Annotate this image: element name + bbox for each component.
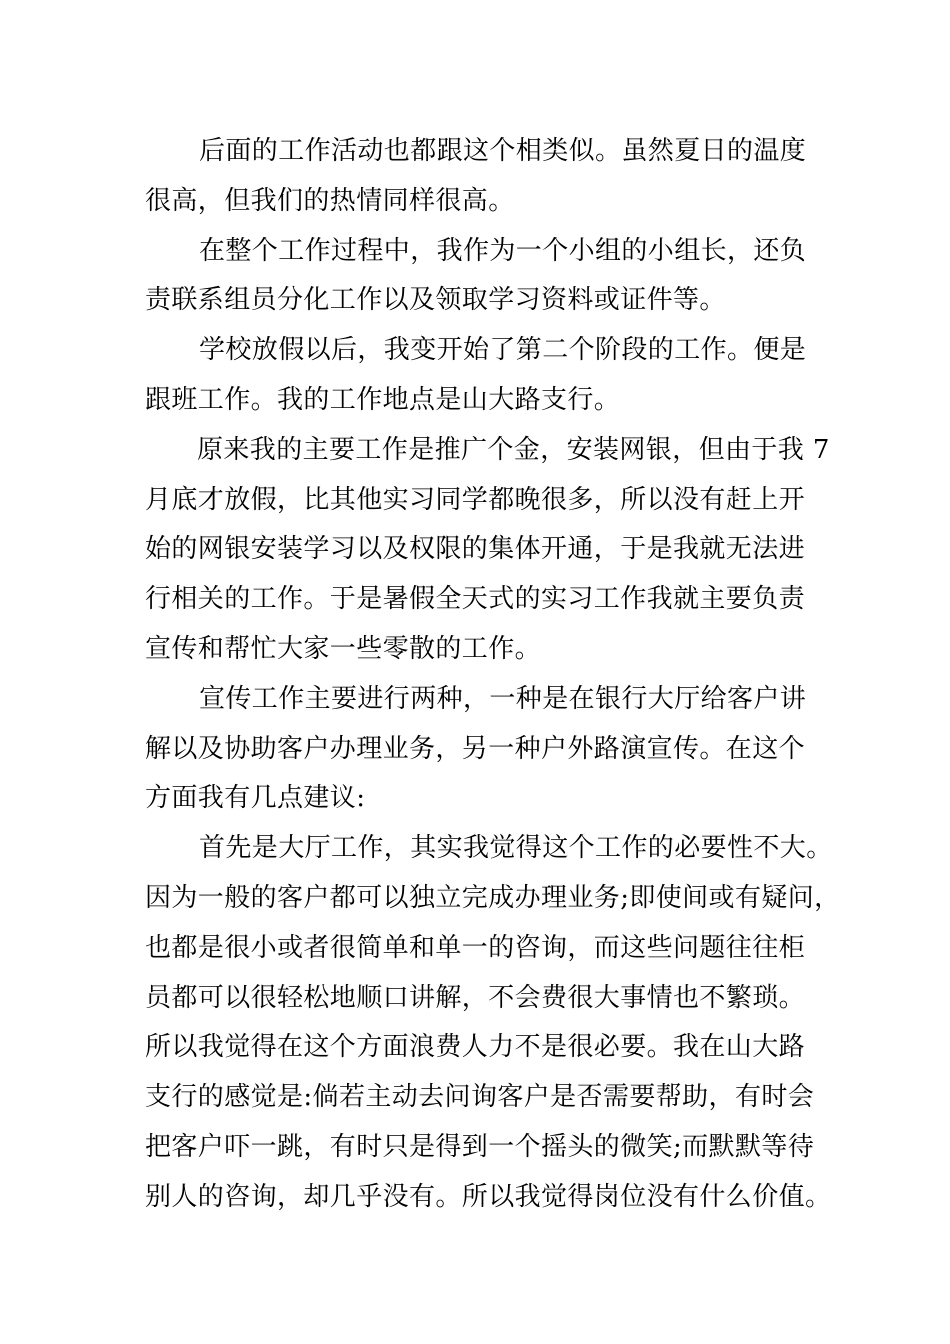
text-line: 跟班工作。我的工作地点是山大路支行。 [145, 384, 621, 415]
text-line: 别人的咨询，却几乎没有。所以我觉得岗位没有什么价值。 [145, 1181, 832, 1212]
text-line: 很高，但我们的热情同样很高。 [145, 185, 515, 216]
text-line: 首先是大厅工作，其实我觉得这个工作的必要性不大。 [199, 833, 833, 864]
text-line: 因为一般的客户都可以独立完成办理业务;即使间或有疑问， [145, 882, 841, 913]
text-line: 行相关的工作。于是暑假全天式的实习工作我就主要负责 [145, 584, 806, 615]
text-line: 宣传工作主要进行两种，一种是在银行大厅给客户讲 [199, 683, 807, 714]
paragraph-6 [145, 824, 841, 1222]
text-line: 月底才放假，比其他实习同学都晚很多，所以没有赶上开 [145, 484, 806, 515]
paragraph-4 [145, 426, 830, 675]
document-page [145, 127, 841, 1223]
text-line: 也都是很小或者很简单和单一的咨询，而这些问题往往柜 [145, 932, 806, 963]
paragraph-3 [145, 326, 827, 426]
paragraph-2 [145, 227, 827, 327]
text-line: 方面我有几点建议: [145, 783, 366, 814]
text-line: 把客户吓一跳，有时只是得到一个摇头的微笑;而默默等待 [145, 1131, 815, 1162]
text-line: 员都可以很轻松地顺口讲解，不会费很大事情也不繁琐。 [145, 982, 806, 1013]
text-line: 在整个工作过程中，我作为一个小组的小组长，还负 [199, 235, 807, 266]
text-line: 所以我觉得在这个方面浪费人力不是很必要。我在山大路 [145, 1032, 806, 1063]
text-line: 始的网银安装学习以及权限的集体开通，于是我就无法进 [145, 534, 806, 565]
text-line: 学校放假以后，我变开始了第二个阶段的工作。便是 [199, 335, 807, 366]
text-line: 解以及协助客户办理业务，另一种户外路演宣传。在这个 [145, 733, 806, 764]
text-line: 后面的工作活动也都跟这个相类似。虽然夏日的温度 [199, 136, 807, 166]
paragraph-1 [145, 127, 827, 227]
text-line: 原来我的主要工作是推广个金，安装网银，但由于我 7 [197, 434, 830, 465]
text-line: 责联系组员分化工作以及领取学习资料或证件等。 [145, 285, 726, 316]
paragraph-5 [145, 675, 827, 824]
text-line: 支行的感觉是:倘若主动去问询客户是否需要帮助，有时会 [145, 1082, 815, 1113]
text-line: 宣传和帮忙大家一些零散的工作。 [145, 633, 542, 664]
